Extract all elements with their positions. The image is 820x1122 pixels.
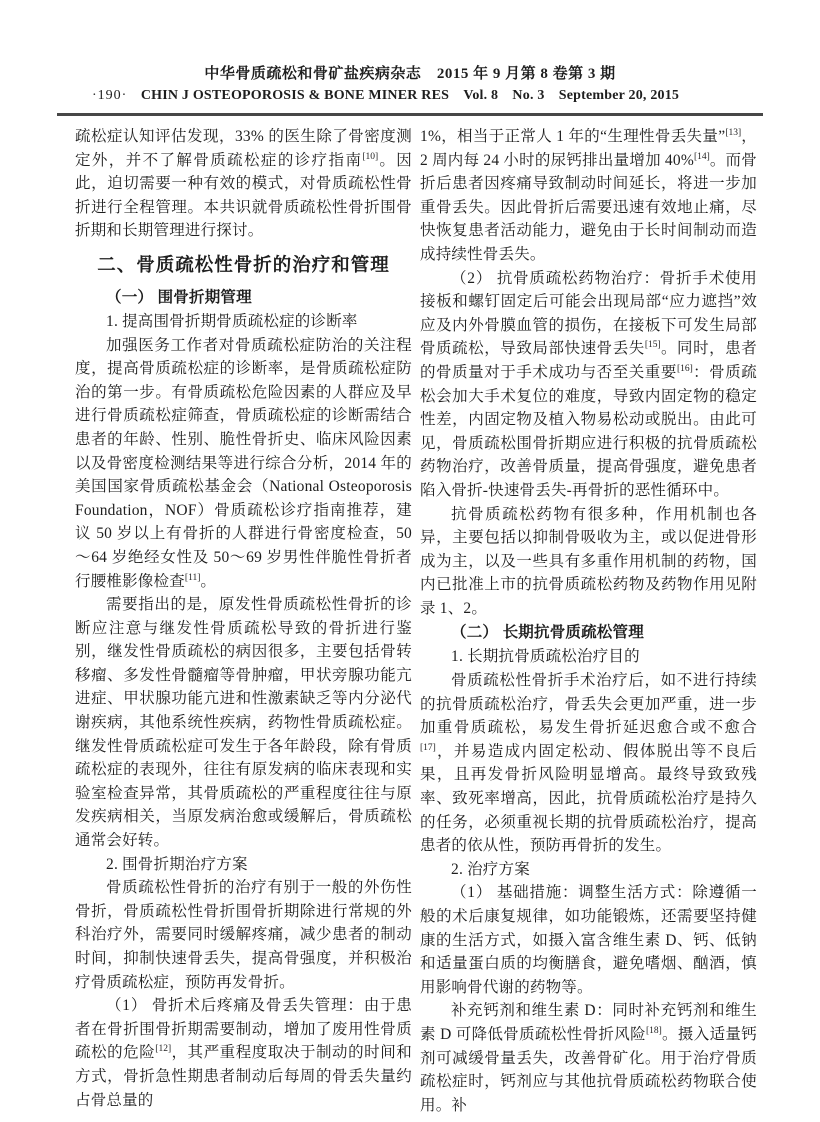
journal-title-cn: 中华骨质疏松和骨矿盐疾病杂志 2015 年 9 月第 8 卷第 3 期	[204, 66, 616, 82]
citation-reference: [17]	[420, 742, 436, 753]
citation-reference: [11]	[184, 572, 201, 583]
page-header	[0, 0, 820, 116]
header-second-line	[0, 86, 820, 106]
subsection-heading: （一） 围骨折期管理	[106, 288, 252, 306]
citation-reference: [10]	[362, 151, 379, 162]
body-paragraph: 补充钙剂和维生素 D：同时补充钙剂和维生素 D 可降低骨质疏松性骨折风险[18]。摄入适量钙剂可减缓骨量丢失，改善骨矿化。用于治疗骨质疏松症时，钙剂应与其他抗骨质疏松药物联合使用。补	[420, 1002, 757, 1114]
body-paragraph: （2） 抗骨质疏松药物治疗：骨折手术使用接板和螺钉固定后可能会出现局部“应力遮挡”效应及内外骨膜血管的损伤，在接板下可发生局部骨质疏松，导致局部快速骨丢失[15]。同时，患者的骨质量对于手术成功与否至关重要[16]：骨质疏松会加大手术复位的难度，导致内固定物的稳定性差，内固定物及植入物易松动或脱出。由此可见，骨质疏松围骨折期应进行积极的抗骨质疏松药物治疗，改善骨质量，提高骨强度，避免患者陷入骨折-快速骨丢失-再骨折的恶性循环中。	[420, 269, 757, 499]
numbered-item: 1. 提高围骨折期骨质疏松症的诊断率	[106, 312, 358, 330]
section-heading: 二、骨质疏松性骨折的治疗和管理	[97, 253, 390, 275]
body-paragraph: 抗骨质疏松药物有很多种，作用机制也各异，主要包括以抑制骨吸收为主，或以促进骨形成为主，以及一些具有多重作用机制的药物，国内已批准上市的抗骨质疏松药物及药物作用见附录 1、2。	[420, 505, 757, 617]
citation-reference: [13]	[725, 127, 742, 138]
journal-title-en: CHIN J OSTEOPOROSIS & BONE MINER RES Vol. 8 No. 3 September 20, 2015	[140, 88, 680, 103]
article-body	[0, 116, 820, 1117]
body-paragraph: 骨质疏松性骨折的治疗有别于一般的外伤性骨折，骨质疏松性骨折围骨折期除进行常规的外科治疗外，需要同时缓解疼痛，减少患者的制动时间，抑制快速骨丢失，提高骨强度，并积极治疗骨质疏松症，预防再发骨折。	[75, 879, 412, 991]
numbered-item: 2. 围骨折期治疗方案	[106, 855, 248, 873]
numbered-item: 2. 治疗方案	[451, 860, 530, 878]
citation-reference: [12]	[155, 1044, 172, 1055]
numbered-item: 1. 长期抗骨质疏松治疗目的	[451, 648, 640, 666]
citation-reference: [18]	[646, 1025, 662, 1036]
body-paragraph: （1） 骨折术后疼痛及骨丢失管理：由于患者在骨折围骨折期需要制动，增加了废用性骨质疏松的危险[12]，其严重程度取决于制动的时间和方式，骨折急性期患者制动后每周的骨丢失量约占骨总量的	[75, 997, 412, 1109]
citation-reference: [14]	[693, 151, 710, 162]
continuation-paragraph: 疏松症认知评估发现，33% 的医生除了骨密度测定外，并不了解骨质疏松症的诊疗指南[10]。因此，迫切需要一种有效的模式，对骨质疏松性骨折进行全程管理。本共识就骨质疏松性骨折围骨折期和长期管理进行探讨。	[75, 128, 412, 240]
body-paragraph: 骨质疏松性骨折手术治疗后，如不进行持续的抗骨质疏松治疗，骨丢失会更加严重，进一步加重骨质疏松，易发生骨折延迟愈合或不愈合[17]，并易造成内固定松动、假体脱出等不良后果，且再发骨折风险明显增高。最终导致致残率、致死率增高，因此，抗骨质疏松治疗是持久的任务，必须重视长期的抗骨质疏松治疗，提高患者的依从性，预防再骨折的发生。	[420, 672, 757, 855]
citation-reference: [15]	[644, 340, 661, 351]
citation-reference: [16]	[676, 363, 693, 374]
body-paragraph: 需要指出的是，原发性骨质疏松性骨折的诊断应注意与继发性骨质疏松导致的骨折进行鉴别，继发性骨质疏松的病因很多，主要包括骨转移瘤、多发性骨髓瘤等骨肿瘤，甲状旁腺功能亢进症、甲状腺功能亢进和性激素缺乏等内分泌代谢疾病，其他系统性疾病，药物性骨质疏松症。继发性骨质疏松症可发生于各年龄段，除有骨质疏松症的表现外，往往有原发病的临床表现和实验室检查异常，其骨质疏松的严重程度往往与原发疾病相关，当原发病治愈或缓解后，骨质疏松通常会好转。	[75, 596, 412, 850]
subsection-heading: （二） 长期抗骨质疏松管理	[451, 624, 644, 642]
page-number: ·190·	[92, 88, 128, 103]
right-column	[420, 125, 757, 1117]
body-paragraph: 加强医务工作者对骨质疏松症防治的关注程度，提高骨质疏松症的诊断率，是骨质疏松症防治的第一步。有骨质疏松危险因素的人群应及早进行骨质疏松症筛查，骨质疏松症的诊断需结合患者的年龄、性别、脆性骨折史、临床风险因素以及骨密度检测结果等进行综合分析，2014 年的美国国家骨质疏松基金会（National Osteoporosis Foundation，NOF）骨质疏松诊疗指南推荐，建议 50 岁以上有骨折的人群进行骨密度检查，50～64 岁绝经女性及 50～69 岁男性伴脆性骨折者行腰椎影像检查[11]。	[75, 336, 412, 590]
left-column	[75, 125, 412, 1117]
body-paragraph: （1） 基础措施：调整生活方式：除遵循一般的术后康复规律，如功能锻炼，还需要坚持健康的生活方式，如摄入富含维生素 D、钙、低钠和适量蛋白质的均衡膳食，避免嗜烟、酗酒，慎用影响骨代谢的药物等。	[420, 884, 757, 996]
continuation-paragraph: 1%，相当于正常人 1 年的“生理性骨丢失量”[13]，2 周内每 24 小时的尿钙排出量增加 40%[14]。而骨折后患者因疼痛导致制动时间延长，将进一步加重骨丢失。因此骨折后需要迅速有效地止痛，尽快恢复患者活动能力，避免由于长时间制动而造成持续性骨丢失。	[420, 127, 758, 263]
